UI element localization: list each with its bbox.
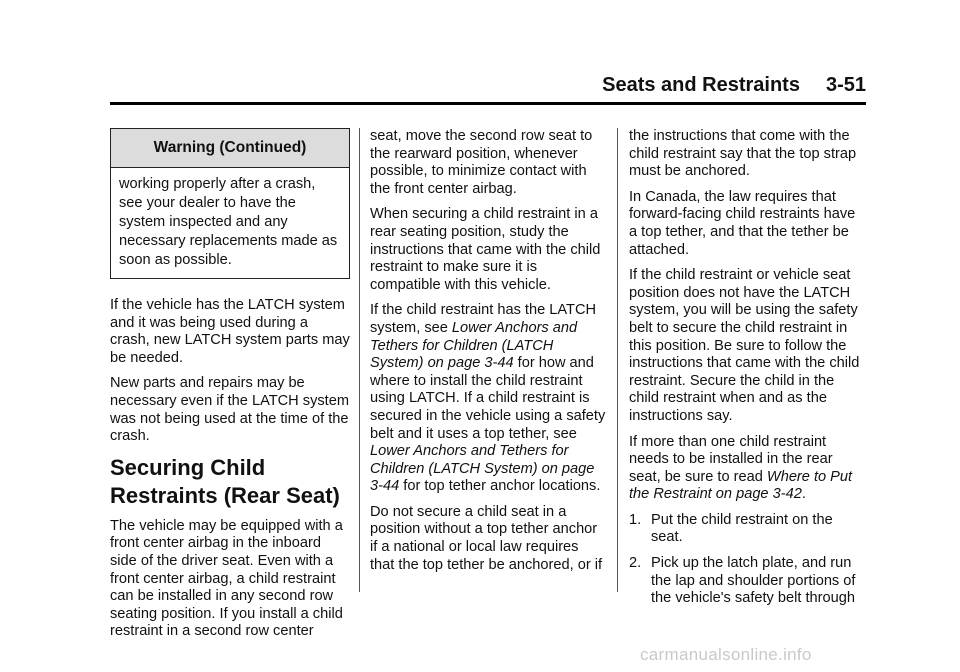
page-number: 3-51 [825, 74, 866, 96]
column-divider-2 [617, 128, 618, 592]
column-divider-1 [359, 128, 360, 592]
text: for how and where to install the child restraint using LATCH. If a child restraint is secured in the vehicle using a safety belt and it uses a top tether, see [370, 355, 606, 442]
paragraph [370, 302, 606, 496]
text: . [801, 486, 806, 503]
section-heading: Securing Child Restraints (Rear Seat) [110, 454, 340, 508]
paragraph [629, 434, 867, 504]
cross-reference-link[interactable]: Where to Put the Restraint on page 3-42 [629, 468, 853, 503]
step-number: 2. [629, 555, 642, 572]
section-title: Seats and Restraints [602, 74, 800, 96]
cross-reference-link[interactable]: Lower Anchors and Tethers for Children (LATCH System) on page 3-44 [370, 443, 595, 495]
paragraph: If the vehicle has the LATCH system and it was being used during a crash, new LATCH system parts may be needed. [110, 297, 350, 366]
warning-title: Warning (Continued) [111, 129, 349, 168]
page-header [110, 74, 866, 105]
step-item [629, 512, 867, 547]
paragraph: When securing a child restraint in a rear seating position, study the instructions that came with the child restraint to make sure it is compatible with this vehicle. [370, 206, 601, 293]
warning-body: working properly after a crash, see your dealer to have the system inspected and any necessary replacements made as soon as possible. [119, 176, 338, 268]
column-1 [110, 128, 350, 649]
paragraph: the instructions that come with the child restraint say that the top strap must be anchored. [629, 128, 857, 180]
cross-reference-link[interactable]: Lower Anchors and Tethers for Children (LATCH System) on page 3-44 [370, 319, 578, 372]
paragraph: If the child restraint or vehicle seat position does not have the LATCH system, you will be using the safety belt to secure the child restraint in this position. Be sure to follow the instructions that came with the child restraint. Secure the child in the child restraint when and as the instructions say. [629, 267, 860, 424]
step-text: Put the child restraint on the seat. [651, 511, 833, 546]
text: If the child restraint has the LATCH system, see [370, 302, 597, 336]
paragraph: In Canada, the law requires that forward-facing child restraints have a top tether, and that the tether be attached. [629, 188, 856, 258]
paragraph: Do not secure a child seat in a position without a top tether anchor if a national or local law requires that the top tether be anchored, or if [370, 503, 603, 573]
step-number: 1. [629, 511, 642, 528]
step-item [629, 555, 867, 608]
step-text: Pick up the latch plate, and run the lap and shoulder portions of the vehicle's safety belt through [651, 555, 856, 607]
paragraph: seat, move the second row seat to the rearward position, whenever possible, to minimize contact with the front center airbag. [370, 128, 593, 197]
text: If more than one child restraint needs to be installed in the rear seat, be sure to read [629, 433, 833, 485]
watermark: carmanualsonline.info [640, 645, 812, 664]
paragraph: The vehicle may be equipped with a front center airbag in the inboard side of the driver seat. Even with a front center airbag, a child restraint can be installed in any second row seating position. If you install a child restraint in a second row center [110, 517, 343, 640]
text: for top tether anchor locations. [399, 478, 601, 495]
column-3 [629, 128, 867, 616]
warning-box [110, 128, 350, 279]
column-2 [370, 128, 606, 582]
paragraph: New parts and repairs may be necessary even if the LATCH system was not being used at the time of the crash. [110, 375, 349, 445]
